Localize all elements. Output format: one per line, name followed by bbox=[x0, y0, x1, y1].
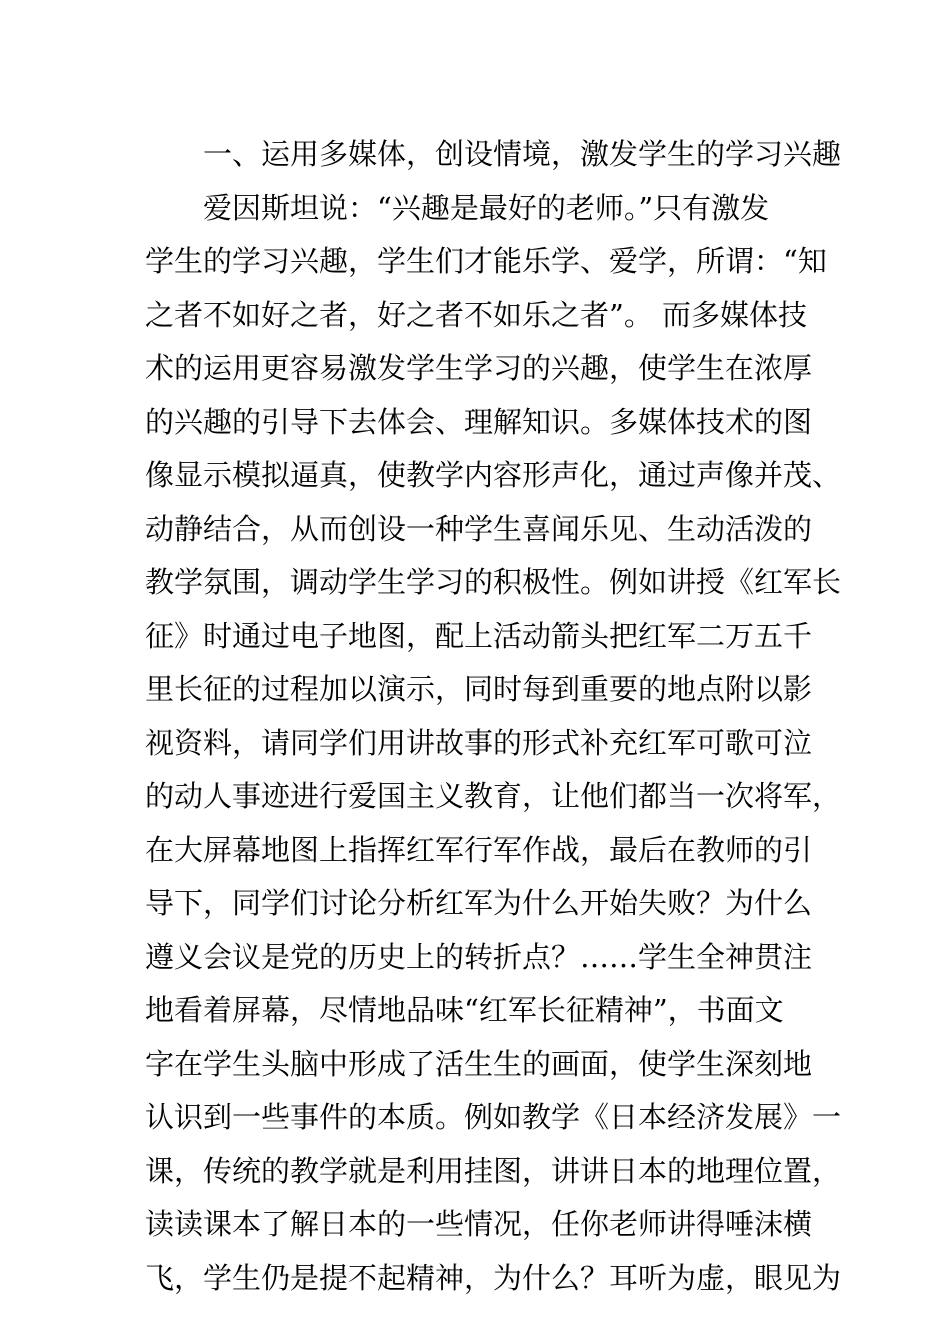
paragraph-line-7: 动静结合，从而创设一种学生喜闻乐见、生动活泼的 bbox=[145, 511, 813, 546]
paragraph-line-2: 学生的学习兴趣，学生们才能乐学、爱学，所谓：“知 bbox=[145, 244, 827, 278]
paragraph-line-10: 里长征的过程加以演示，同时每到重要的地点附以影 bbox=[145, 672, 813, 706]
paragraph-line-14: 导下，同学们讨论分析红军为什么开始失败？为什么 bbox=[145, 886, 813, 920]
paragraph-line-21: 飞，学生仍是提不起精神，为什么？耳听为虚，眼见为 bbox=[145, 1260, 842, 1295]
paragraph-line-5: 的兴趣的引导下去体会、理解知识。多媒体技术的图 bbox=[145, 404, 813, 439]
paragraph-line-13: 在大屏幕地图上指挥红军行军作战，最后在教师的引 bbox=[145, 832, 813, 867]
paragraph-line-12: 的动人事迹进行爱国主义教育，让他们都当一次将军， bbox=[145, 779, 842, 813]
paragraph-line-1: 爱因斯坦说：“兴趣是最好的老师。”只有激发 bbox=[203, 190, 770, 225]
paragraph-line-9: 征》时通过电子地图，配上活动箭头把红军二万五千 bbox=[145, 618, 813, 653]
paragraph-line-19: 课，传统的教学就是利用挂图，讲讲日本的地理位置， bbox=[145, 1153, 842, 1188]
paragraph-line-8: 教学氛围，调动学生学习的积极性。例如讲授《红军长 bbox=[145, 565, 842, 599]
paragraph-line-11: 视资料，请同学们用讲故事的形式补充红军可歌可泣 bbox=[145, 725, 813, 760]
document-body bbox=[145, 128, 842, 1305]
paragraph-line-17: 字在学生头脑中形成了活生生的画面，使学生深刻地 bbox=[145, 1046, 813, 1081]
paragraph-line-6: 像显示模拟逼真，使教学内容形声化，通过声像并茂、 bbox=[145, 458, 842, 492]
paragraph-line-16: 地看着屏幕，尽情地品味“红军长征精神”，书面文 bbox=[145, 993, 784, 1027]
paragraph-line-3: 之者不如好之者，好之者不如乐之者”。 而多媒体技 bbox=[145, 297, 808, 332]
paragraph-line-15: 遵义会议是党的历史上的转折点？……学生全神贯注 bbox=[145, 939, 813, 974]
paragraph-line-18: 认识到一些事件的本质。例如教学《日本经济发展》一 bbox=[145, 1100, 842, 1134]
paragraph-line-20: 读读课本了解日本的一些情况，任你老师讲得唾沫横 bbox=[145, 1207, 813, 1241]
paragraph-line-4: 术的运用更容易激发学生学习的兴趣，使学生在浓厚 bbox=[145, 351, 813, 385]
section-heading: 一、运用多媒体，创设情境，激发学生的学习兴趣 bbox=[203, 137, 842, 171]
